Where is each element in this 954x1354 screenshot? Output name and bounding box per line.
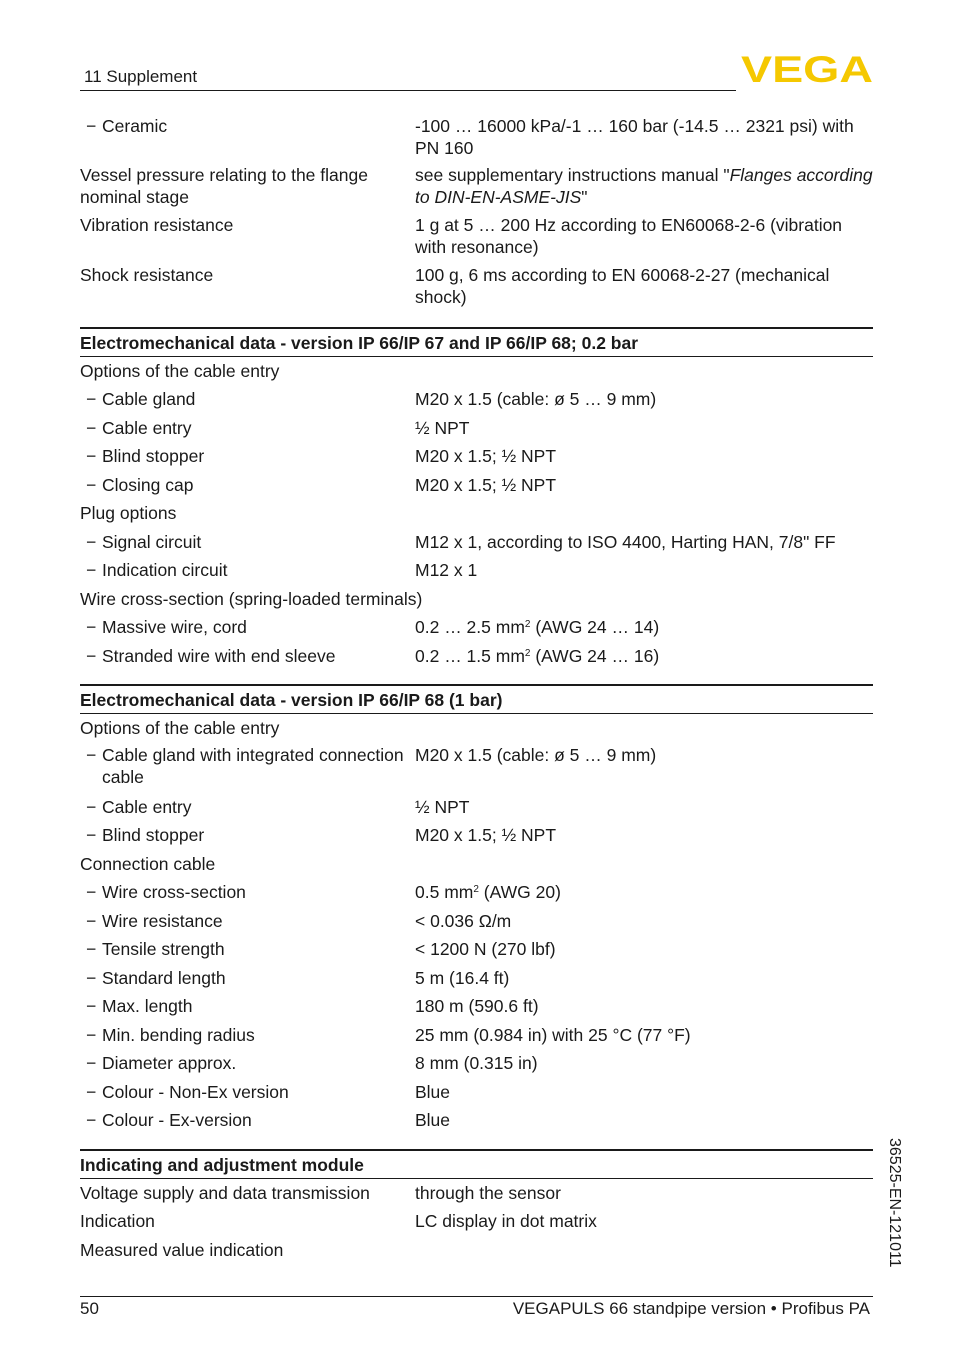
spec-label: − Ceramic xyxy=(80,115,415,159)
superscript: 2 xyxy=(524,647,531,659)
spec-value: 25 mm (0.984 in) with 25 °C (77 °F) xyxy=(415,1024,691,1045)
spec-table xyxy=(80,112,873,1264)
superscript: 2 xyxy=(473,884,479,895)
value-text: (AWG 20) xyxy=(478,882,561,902)
spec-row xyxy=(80,878,873,907)
spec-label: Shock resistance xyxy=(80,264,214,285)
spec-row-shock xyxy=(80,263,873,313)
spec-value: M20 x 1.5; ½ NPT xyxy=(415,825,557,845)
section-heading: Indicating and adjustment module xyxy=(80,1149,873,1179)
footer-title: VEGAPULS 66 standpipe version • Profibus PA xyxy=(512,1299,870,1318)
spec-label: − Closing cap xyxy=(80,474,415,496)
header-section-title: 11 Supplement xyxy=(84,67,198,86)
spec-label: − Cable gland with integrated connection cable xyxy=(80,744,415,788)
spec-row xyxy=(80,613,873,642)
spec-row-vessel-pressure xyxy=(80,163,873,213)
group-label: Options of the cable entry xyxy=(80,718,280,738)
spec-value: LC display in dot matrix xyxy=(415,1211,597,1231)
group-label: Options of the cable entry xyxy=(80,360,280,381)
spec-label: − Stranded wire with end sleeve xyxy=(80,645,415,667)
spec-row xyxy=(80,793,873,822)
spec-row xyxy=(80,1207,873,1236)
spec-row xyxy=(80,1078,873,1107)
spec-value: M20 x 1.5 (cable: ø 5 … 9 mm) xyxy=(415,744,657,765)
spec-value xyxy=(415,164,873,208)
spec-label: Indication xyxy=(80,1211,155,1231)
spec-value: -100 … 16000 kPa/-1 … 160 bar (-14.5 … 2321 psi) with PN 160 xyxy=(415,116,854,158)
spec-row xyxy=(80,385,873,414)
spec-row xyxy=(80,743,873,793)
group-label: Plug options xyxy=(80,503,177,523)
spec-label: − Signal circuit xyxy=(80,531,415,553)
spec-label: Vibration resistance xyxy=(80,214,234,235)
spec-label: − Min. bending radius xyxy=(80,1024,415,1046)
spec-label: − Colour - Non-Ex version xyxy=(80,1081,415,1103)
spec-label: − Blind stopper xyxy=(80,445,415,467)
spec-value: M12 x 1, according to ISO 4400, Harting HAN, 7/8" FF xyxy=(415,531,836,552)
spec-row xyxy=(80,1021,873,1050)
spec-label: − Tensile strength xyxy=(80,938,415,960)
spec-row-ceramic xyxy=(80,112,873,163)
spec-value: 180 m (590.6 ft) xyxy=(415,996,539,1016)
spec-row xyxy=(80,964,873,993)
spec-row xyxy=(80,642,873,671)
spec-row xyxy=(80,935,873,964)
spec-value xyxy=(415,881,873,903)
spec-row xyxy=(80,471,873,500)
spec-label: − Wire cross-section xyxy=(80,881,415,903)
spec-row xyxy=(80,1049,873,1078)
spec-label: Measured value indication xyxy=(80,1239,284,1260)
spec-label: − Cable gland xyxy=(80,388,415,410)
spec-label: − Cable entry xyxy=(80,796,415,818)
spec-label: − Cable entry xyxy=(80,417,415,439)
spec-value: < 0.036 Ω/m xyxy=(415,910,512,931)
section-heading: Electromechanical data - version IP 66/IP 67 and IP 66/IP 68; 0.2 bar xyxy=(80,327,873,357)
value-prefix: see supplementary instructions manual " xyxy=(415,164,730,185)
document-code xyxy=(878,1138,928,1288)
spec-row xyxy=(80,442,873,471)
spec-label: Voltage supply and data transmission xyxy=(80,1182,370,1203)
spec-label: − Diameter approx. xyxy=(80,1052,415,1074)
spec-value: M12 x 1 xyxy=(415,560,478,580)
value-text: (AWG 24 … 16) xyxy=(530,645,660,666)
spec-row xyxy=(80,1106,873,1135)
group-label: Connection cable xyxy=(80,853,216,874)
spec-value: ½ NPT xyxy=(415,796,470,817)
spec-value xyxy=(415,616,873,638)
value-text: 0.2 … 1.5 mm xyxy=(415,645,525,666)
spec-row xyxy=(80,556,873,585)
spec-value: through the sensor xyxy=(415,1182,561,1203)
superscript: 2 xyxy=(524,619,531,630)
value-suffix: " xyxy=(581,186,588,207)
spec-value: 8 mm (0.315 in) xyxy=(415,1053,538,1073)
page-number: 50 xyxy=(80,1299,99,1318)
spec-value xyxy=(415,645,873,667)
spec-row xyxy=(80,414,873,443)
vega-logo xyxy=(741,52,873,84)
group-label: Wire cross-section (spring-loaded terminals) xyxy=(80,588,423,609)
spec-row xyxy=(80,907,873,936)
spec-value: Blue xyxy=(415,1110,451,1130)
spec-row-vibration xyxy=(80,213,873,263)
spec-label: − Indication circuit xyxy=(80,559,415,581)
spec-label: − Wire resistance xyxy=(80,910,415,932)
value-text: (AWG 24 … 14) xyxy=(530,617,660,637)
footer-rule xyxy=(80,1296,873,1297)
spec-row xyxy=(80,1179,873,1208)
spec-label: − Standard length xyxy=(80,967,415,989)
spec-label: Vessel pressure relating to the flange nominal stage xyxy=(80,164,368,207)
value-text: 0.5 mm xyxy=(415,882,474,902)
spec-label: − Max. length xyxy=(80,995,415,1017)
spec-value: 1 g at 5 … 200 Hz according to EN60068-2-6 (vibration with resonance) xyxy=(415,214,843,257)
spec-value: M20 x 1.5; ½ NPT xyxy=(415,446,557,466)
spec-value: Blue xyxy=(415,1081,451,1102)
document-code-text: 36525-EN-121011 xyxy=(886,1138,903,1268)
spec-row xyxy=(80,1236,873,1265)
spec-value: 5 m (16.4 ft) xyxy=(415,967,510,988)
spec-label: − Massive wire, cord xyxy=(80,616,415,638)
spec-row xyxy=(80,992,873,1021)
spec-value: ½ NPT xyxy=(415,417,470,438)
spec-value: M20 x 1.5; ½ NPT xyxy=(415,474,557,495)
spec-row xyxy=(80,528,873,557)
section-heading: Electromechanical data - version IP 66/IP 68 (1 bar) xyxy=(80,684,873,714)
header-rule xyxy=(80,90,736,91)
spec-row xyxy=(80,821,873,850)
spec-value: 100 g, 6 ms according to EN 60068-2-27 (mechanical shock) xyxy=(415,264,830,307)
spec-value: M20 x 1.5 (cable: ø 5 … 9 mm) xyxy=(415,389,657,409)
spec-label: − Colour - Ex-version xyxy=(80,1109,415,1131)
manual-title: Flanges according to DIN-EN-ASME-JIS xyxy=(415,164,873,207)
svg-text:VEGA: VEGA xyxy=(741,52,873,84)
spec-value xyxy=(415,1239,873,1261)
spec-value: < 1200 N (270 lbf) xyxy=(415,939,556,959)
spec-label: − Blind stopper xyxy=(80,824,415,846)
value-text: 0.2 … 2.5 mm xyxy=(415,617,525,637)
